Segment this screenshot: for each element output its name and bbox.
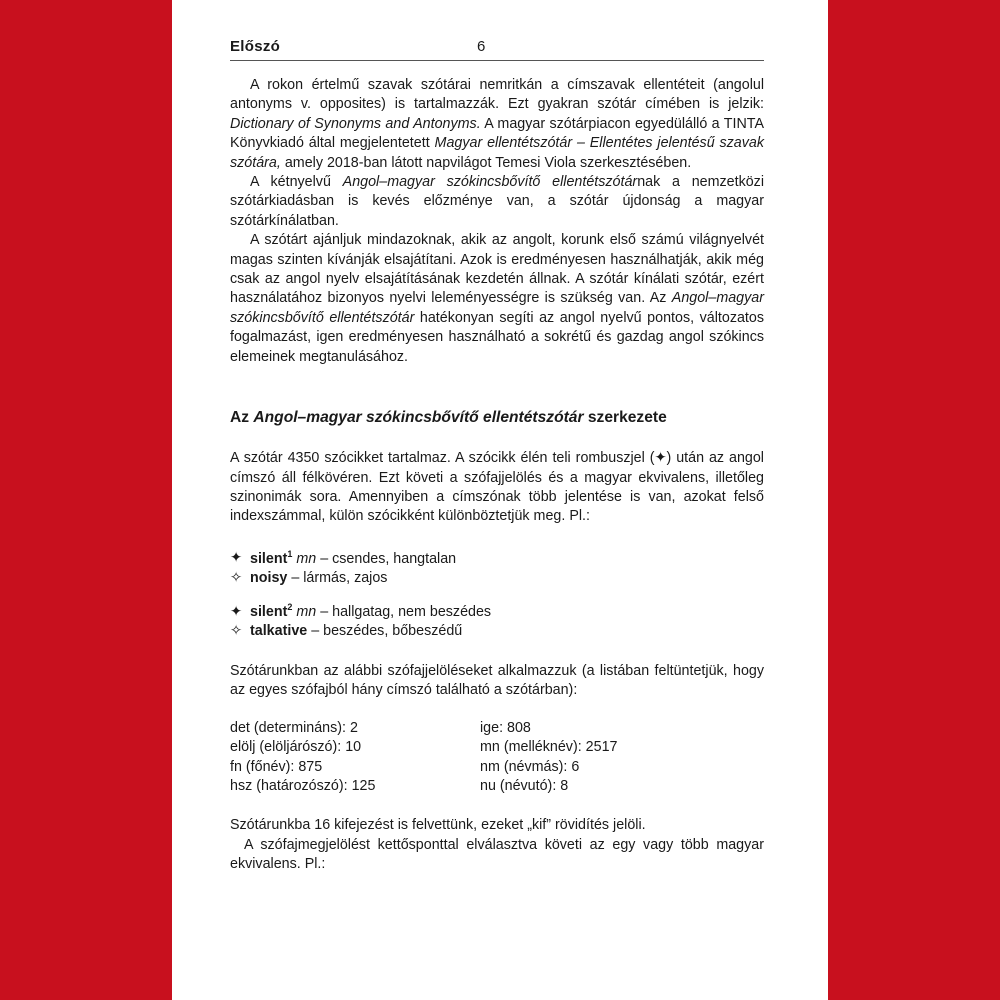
intro-paragraph [230, 76, 764, 173]
text-run: A magyar szótárpiacon egyedülálló a TINTA Könyvkiadó által megjelentetett [230, 115, 764, 152]
intro-section [230, 76, 764, 367]
headword: talkative [250, 623, 308, 640]
text-run: A szótárt ajánljuk mindazoknak, akik az angolt, korunk első számú világnyelvét magas szinten kívánják elsajátítani. Azok is eredményesen használhatják, akik még csak az angol nyelv elsajátításának kezdetén állnak. A szótár kínálati szótár, ezért használatához bizonyos nyelvi leleményességre is szükség van. Az [230, 232, 764, 307]
italic-run: Dictionary of Synonyms and Antonyms. [230, 115, 481, 132]
book-page [172, 0, 828, 1000]
page-number: 6 [477, 38, 486, 55]
closing-paragraph-2: A szófajmegjelölést kettősponttal elválasztva követi az egy vagy több magyar ekvivalens. Pl.: [230, 836, 764, 873]
gloss: – csendes, hangtalan [316, 550, 457, 567]
chapter-title: Előszó [230, 38, 281, 55]
filled-diamond-icon: ✦ [230, 550, 242, 567]
sense-index: 1 [287, 548, 293, 559]
entry-group [230, 545, 764, 589]
abbreviation-item: nu (névutó): 8 [480, 777, 569, 794]
gloss: – lármás, zajos [287, 569, 388, 586]
intro-paragraph [230, 231, 764, 367]
section-heading-prefix: Az [230, 409, 254, 427]
example-entries [230, 545, 764, 642]
abbreviation-item: mn (melléknév): 2517 [480, 739, 618, 756]
text-run: A kétnyelvű [250, 174, 343, 191]
abbreviation-column-left [230, 719, 480, 797]
outline-diamond-icon: ✧ [230, 623, 242, 640]
headword: silent [250, 550, 288, 567]
italic-run: Angol–magyar szókincsbővítő ellentétszótár [230, 290, 764, 326]
entry-group [230, 598, 764, 642]
section-heading [230, 407, 764, 429]
running-header [230, 38, 764, 61]
section-heading-suffix: szerkezete [583, 409, 667, 427]
text-run: A rokon értelmű szavak szótárai nemritkán a címszavak ellentéteit (angolul antonyms v. opposites) is tartalmazzák. Ezt gyakran szótár címében is jelzik: [230, 77, 764, 113]
abbreviation-column-right [480, 719, 764, 797]
dictionary-entry [230, 545, 764, 569]
abbreviation-item: hsz (határozószó): 125 [230, 777, 376, 794]
filled-diamond-icon: ✦ [230, 604, 242, 621]
part-of-speech: mn [296, 604, 317, 621]
abbr-intro-paragraph: Szótárunkban az alábbi szófajjelöléseket alkalmazzuk (a listában feltüntetjük, hogy az egyes szófajból hány címszó található a szótárban): [230, 662, 764, 699]
dictionary-entry [230, 598, 764, 622]
section-heading-italic: Angol–magyar szókincsbővítő ellentétszótár [253, 409, 584, 427]
dictionary-entry [230, 622, 764, 641]
dictionary-entry [230, 569, 764, 588]
abbreviation-item: det (determináns): 2 [230, 719, 358, 736]
italic-run: Magyar ellentétszótár – Ellentétes jelentésű szavak szótára, [230, 135, 764, 171]
text-run: amely 2018-ban látott napvilágot Temesi Viola szerkesztésében. [280, 154, 692, 171]
abbreviation-list [230, 719, 764, 797]
abbreviation-item: ige: 808 [480, 719, 531, 736]
abbreviation-item: elölj (elöljárószó): 10 [230, 739, 362, 756]
text-run: nak a nemzetközi szótárkiadásban is kevés előzménye van, a szótár újdonság a magyar szótárkínálatban. [230, 174, 765, 229]
text-run: hatékonyan segíti az angol nyelvű pontos, változatos fogalmazást, igen eredményesen használható a sokrétű és gazdag angol szókincs elemeinek megtanulásához. [230, 309, 764, 365]
closing-paragraph-1: Szótárunkba 16 kifejezést is felvettünk, ezeket „kif” rövidítés jelöli. [230, 817, 646, 834]
italic-run: Angol–magyar szókincsbővítő ellentétszótár [342, 174, 638, 191]
sense-index: 2 [287, 602, 293, 613]
intro-paragraph [230, 173, 764, 231]
gloss: – beszédes, bőbeszédű [307, 623, 463, 640]
page-body [230, 76, 764, 875]
abbreviation-item: fn (főnév): 875 [230, 758, 323, 775]
outline-diamond-icon: ✧ [230, 569, 242, 586]
part-of-speech: mn [296, 550, 317, 567]
structure-paragraph: A szótár 4350 szócikket tartalmaz. A szócikk élén teli rombuszjel (✦) után az angol címszó áll félkövéren. Ezt követi a szófajjelölés és a magyar ekvivalens, illetőleg szinonimák sora. Amennyiben a címszónak több jelentése is van, azokat felső indexszámmal, külön szócikként különböztetjük meg. Pl.: [230, 450, 764, 525]
gloss: – hallgatag, nem beszédes [316, 604, 492, 621]
headword: noisy [250, 569, 288, 586]
headword: silent [250, 604, 288, 621]
abbreviation-item: nm (névmás): 6 [480, 758, 580, 775]
